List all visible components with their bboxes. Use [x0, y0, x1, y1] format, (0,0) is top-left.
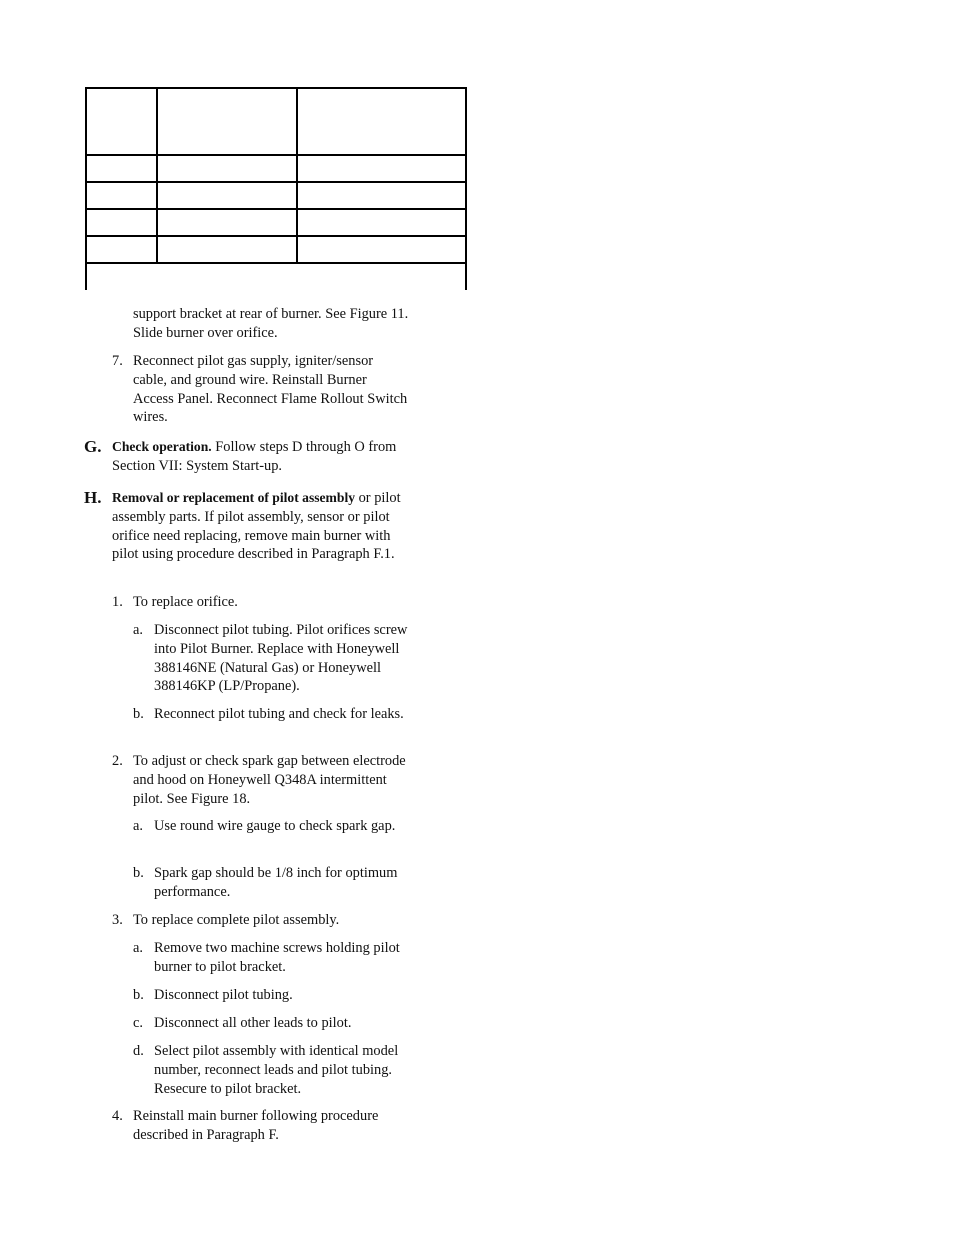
substep-letter: d. — [133, 1043, 144, 1059]
table-cell — [86, 88, 157, 155]
table-cell — [157, 209, 297, 236]
step-text: Reconnect pilot gas supply, igniter/sensor cable, and ground wire. Reinstall Burner Access Panel. Reconnect Flame Rollout Switch wires. — [133, 353, 408, 426]
table-cell — [157, 88, 297, 155]
step-number: 4. — [112, 1108, 123, 1124]
table-cell — [297, 88, 466, 155]
table-cell — [297, 209, 466, 236]
section-g-text: Follow steps D through O from Section VII: System Start-up. — [112, 439, 397, 474]
table-row — [86, 155, 466, 182]
section-g-heading: Check operation. — [112, 439, 212, 454]
table-cell — [86, 182, 157, 209]
step-number: 1. — [112, 594, 123, 610]
section-h-heading: Removal or replacement of pilot assembly — [112, 490, 356, 505]
table-cell — [157, 236, 297, 263]
table-footer-row — [86, 263, 466, 290]
substep-letter: a. — [133, 818, 143, 834]
substep-text: Remove two machine screws holding pilot burner to pilot bracket. — [154, 940, 400, 975]
empty-table — [85, 87, 467, 290]
step-text: To adjust or check spark gap between electrode and hood on Honeywell Q348A intermittent pilot. See Figure 18. — [133, 753, 406, 807]
table-row — [86, 236, 466, 263]
table-cell — [157, 182, 297, 209]
section-h-paragraph — [112, 489, 417, 564]
table-header-row — [86, 88, 466, 155]
table-cell — [86, 236, 157, 263]
substep-text: Disconnect pilot tubing. Pilot orifices screw into Pilot Burner. Replace with Honeywell 388146NE (Natural Gas) or Honeywell 388146KP (LP/Propane). — [154, 622, 408, 695]
step-text: Reinstall main burner following procedure described in Paragraph F. — [133, 1108, 379, 1143]
substep-letter: b. — [133, 987, 144, 1003]
substep-text: Reconnect pilot tubing and check for leaks. — [154, 706, 404, 722]
table-row — [86, 182, 466, 209]
table-cell — [297, 182, 466, 209]
continued-paragraph: support bracket at rear of burner. See Figure 11. Slide burner over orifice. — [133, 306, 409, 341]
substep-text: Spark gap should be 1/8 inch for optimum performance. — [154, 865, 398, 900]
substep-text: Disconnect all other leads to pilot. — [154, 1015, 352, 1031]
step-number: 7. — [112, 353, 123, 369]
section-g-paragraph — [112, 438, 412, 476]
step-text: To replace complete pilot assembly. — [133, 912, 340, 928]
table-cell — [297, 155, 466, 182]
step-text: To replace orifice. — [133, 594, 238, 610]
step-number: 3. — [112, 912, 123, 928]
substep-text: Use round wire gauge to check spark gap. — [154, 818, 396, 834]
section-letter: H. — [84, 488, 102, 507]
substep-letter: a. — [133, 940, 143, 956]
step-number: 2. — [112, 753, 123, 769]
section-h-text: or pilot assembly parts. If pilot assembly, sensor or pilot orifice need replacing, remove main burner with pilot using procedure described in Paragraph F.1. — [112, 490, 401, 563]
substep-text: Disconnect pilot tubing. — [154, 987, 293, 1003]
table-cell — [86, 209, 157, 236]
substep-letter: b. — [133, 865, 144, 881]
table-cell — [86, 263, 466, 290]
table-cell — [297, 236, 466, 263]
section-letter: G. — [84, 437, 102, 456]
substep-letter: a. — [133, 622, 143, 638]
substep-letter: b. — [133, 706, 144, 722]
substep-letter: c. — [133, 1015, 143, 1031]
substep-text: Select pilot assembly with identical model number, reconnect leads and pilot tubing. Resecure to pilot bracket. — [154, 1043, 399, 1097]
table-cell — [157, 155, 297, 182]
table-cell — [86, 155, 157, 182]
table-row — [86, 209, 466, 236]
